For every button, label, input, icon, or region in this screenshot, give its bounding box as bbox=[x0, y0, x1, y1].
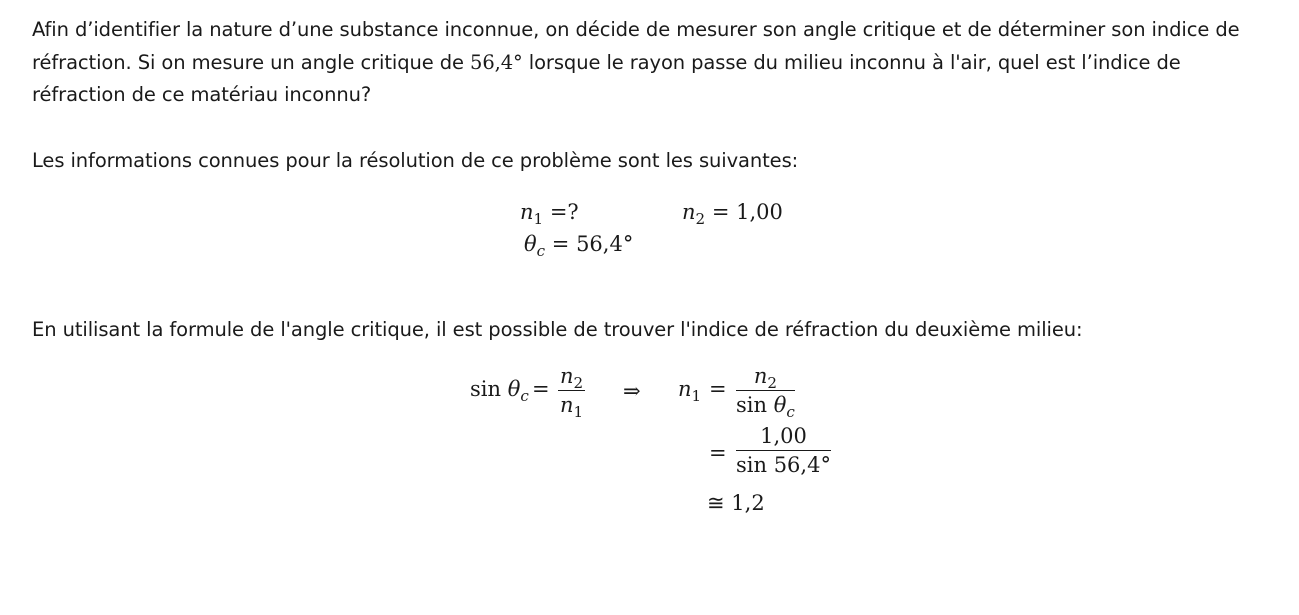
problem-statement: Afin d’identifier la nature d’une substance inconnue, on décide de mesurer son angle critique et de déterminer son indice de réfraction. Si on mesure un angle critique de 56,4° lorsque le rayon passe du milieu inconnu à l'air, quel est l’indice de réfraction de ce matériau inconnu? bbox=[32, 18, 1240, 106]
known-info-heading: Les informations connues pour la résolution de ce problème sont les suivantes: bbox=[32, 149, 799, 172]
method-text: En utilisant la formule de l'angle critique, il est possible de trouver l'indice de réfraction du deuxième milieu: bbox=[32, 318, 1083, 341]
equals-sign: = bbox=[709, 441, 727, 465]
fraction-n2-over-sin-theta: $\frac{n_2}{\sin \theta_c}$ bbox=[736, 364, 795, 421]
fraction-n2-over-n1: $\frac{n_2}{n_1}$ bbox=[560, 364, 584, 421]
critical-angle-value: 56,4° bbox=[470, 50, 523, 74]
known-theta-c: $\theta_c = 56,4^\circ$ bbox=[524, 232, 634, 260]
known-n2: $n_2 = 1,00$ bbox=[682, 200, 783, 228]
final-result: ≅ 1,2 bbox=[707, 491, 765, 515]
equals-sign: = bbox=[709, 377, 727, 401]
n1-lhs: $n_1$ bbox=[678, 377, 702, 405]
sin-theta-c: $\sin \theta_c$ bbox=[470, 377, 529, 405]
implies-arrow: ⇒ bbox=[623, 379, 641, 403]
known-n1: $n_1$ =? bbox=[520, 200, 579, 228]
fraction-numeric: $\frac{1,00}{\sin 56,4^\circ}$ bbox=[736, 424, 831, 477]
equals-sign: = bbox=[532, 377, 550, 401]
